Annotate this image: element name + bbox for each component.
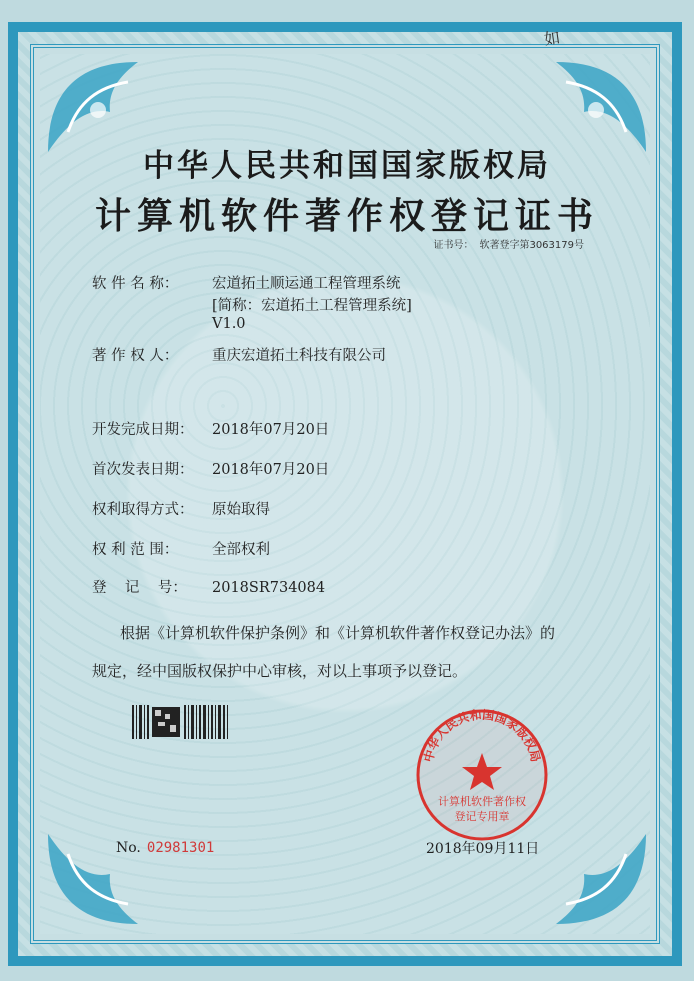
field-value: 2018年07月20日 xyxy=(212,422,330,438)
field-value: 宏道拓土顺运通工程管理系统 xyxy=(212,276,401,292)
field-acquisition-method xyxy=(92,498,270,519)
field-completion-date xyxy=(92,418,329,439)
field-copyright-owner xyxy=(92,344,386,365)
field-label: 软 件 名 称： xyxy=(92,276,179,292)
seal-inner-line-1: 计算机软件著作权 xyxy=(438,795,526,808)
issuer-title: 中华人民共和国国家版权局 xyxy=(143,148,551,184)
field-label: 开发完成日期： xyxy=(92,422,194,438)
field-value: 重庆宏道拓土科技有限公司 xyxy=(212,348,386,364)
field-value: 2018SR734084 xyxy=(212,580,326,596)
official-seal-icon xyxy=(412,705,552,845)
certificate-number-label: 证书号： xyxy=(433,240,474,251)
issue-date: 2018年09月11日 xyxy=(426,841,540,857)
serial-value: 02981301 xyxy=(146,840,215,856)
field-value: 2018年07月20日 xyxy=(212,462,330,478)
seal-inner-line-2: 登记专用章 xyxy=(454,810,510,823)
certificate-title: 计算机软件著作权登记证书 xyxy=(94,195,599,237)
legal-paragraph-line-2: 规定，经中国版权保护中心审核，对以上事项予以登记。 xyxy=(92,662,468,680)
handwritten-mark: 如 xyxy=(542,27,562,50)
certificate-number-value: 软著登字第3063179号 xyxy=(479,240,584,251)
software-version: V1.0 xyxy=(212,316,246,332)
field-value: 原始取得 xyxy=(212,502,270,518)
field-label: 著 作 权 人： xyxy=(92,348,179,364)
field-label: 权 利 范 围： xyxy=(92,542,179,558)
field-rights-scope xyxy=(92,538,270,559)
field-label: 登 记 号： xyxy=(92,580,187,596)
field-software-name xyxy=(92,272,401,293)
field-publish-date xyxy=(92,458,329,479)
certificate-number xyxy=(427,236,584,251)
barcode-icon xyxy=(132,705,232,739)
serial-label: No. xyxy=(116,840,141,856)
field-label: 权利取得方式： xyxy=(92,502,194,518)
seal-outer-text: 中华人民共和国国家版权局 xyxy=(421,707,543,764)
serial-number xyxy=(116,840,214,856)
field-value: 全部权利 xyxy=(212,542,270,558)
legal-paragraph-line-1: 根据《计算机软件保护条例》和《计算机软件著作权登记办法》的 xyxy=(120,624,556,642)
guilloche-background xyxy=(40,54,650,934)
software-short-name: [简称：宏道拓土工程管理系统] xyxy=(212,298,412,314)
field-label: 首次发表日期： xyxy=(92,462,194,478)
field-registration-number xyxy=(92,576,325,597)
